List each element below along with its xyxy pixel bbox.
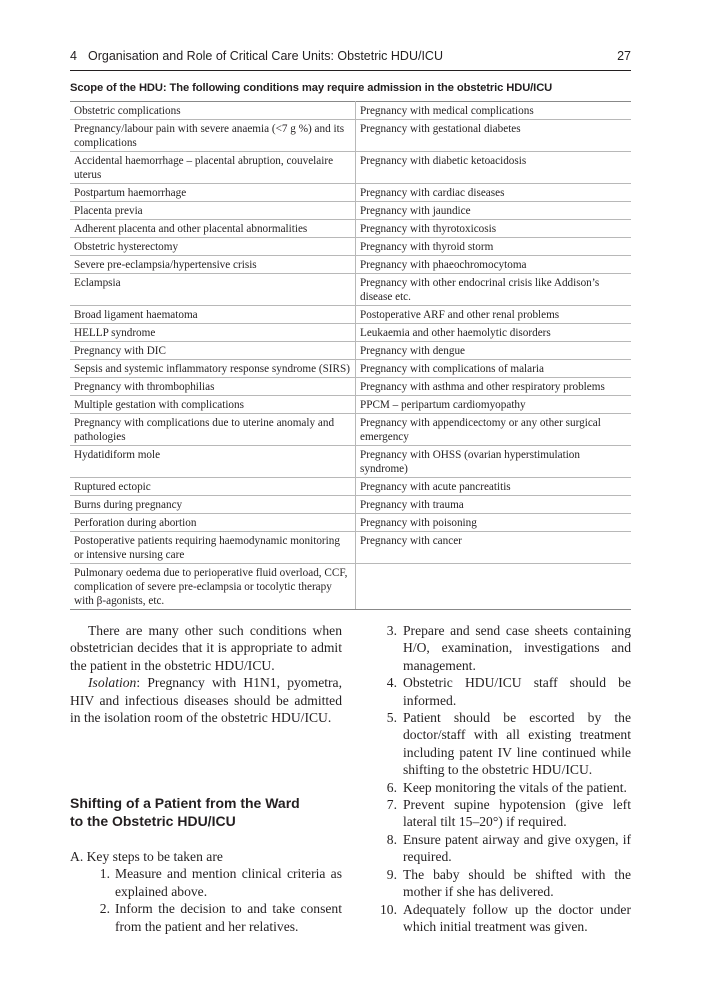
list-item <box>362 709 631 779</box>
table-row <box>70 414 631 446</box>
obstetric-complication-cell: HELLP syndrome <box>70 324 356 342</box>
obstetric-complication-cell: Perforation during abortion <box>70 514 356 532</box>
list-text: Inform the decision to and take consent from the patient and her relatives. <box>115 901 342 934</box>
table-row <box>70 152 631 184</box>
table-row <box>70 532 631 564</box>
obstetric-complication-cell: Obstetric hysterectomy <box>70 238 356 256</box>
table-row <box>70 446 631 478</box>
table-row <box>70 220 631 238</box>
medical-complication-cell: Postoperative ARF and other renal problems <box>356 306 632 324</box>
medical-complication-cell: Pregnancy with diabetic ketoacidosis <box>356 152 632 184</box>
medical-complication-cell: Pregnancy with other endocrinal crisis like Addison’s disease etc. <box>356 274 632 306</box>
table-row <box>70 324 631 342</box>
section-heading-line: Shifting of a Patient from the Ward <box>70 795 300 811</box>
key-steps-right <box>362 622 631 935</box>
list-item <box>362 779 631 796</box>
medical-complication-cell: Leukaemia and other haemolytic disorders <box>356 324 632 342</box>
list-number: 8. <box>386 831 397 847</box>
obstetric-complication-cell: Multiple gestation with complications <box>70 396 356 414</box>
list-text: Ensure patent airway and give oxygen, if required. <box>403 831 631 865</box>
list-text: Adequately follow up the doctor under which initial treatment was given. <box>403 901 631 934</box>
table-row <box>70 478 631 496</box>
list-item <box>70 900 342 935</box>
obstetric-complication-cell: Broad ligament haematoma <box>70 306 356 324</box>
list-number: 3. <box>386 623 397 638</box>
list-item <box>362 831 631 866</box>
list-text: Prevent supine hypotension (give left lateral tilt 15–20°) if required. <box>403 797 631 830</box>
isolation-text: : Pregnancy with H1N1, pyometra, HIV and infectious diseases should be admitted in the isolation room of the obstetric HDU/ICU. <box>70 675 342 726</box>
list-number: 1. <box>99 866 110 882</box>
medical-complication-cell: Pregnancy with appendicectomy or any other surgical emergency <box>356 414 632 446</box>
column-header: Pregnancy with medical complications <box>356 102 632 120</box>
table-row <box>70 256 631 274</box>
list-text: Keep monitoring the vitals of the patient. <box>403 779 627 795</box>
medical-complication-cell: Pregnancy with poisoning <box>356 514 632 532</box>
obstetric-complication-cell: Placenta previa <box>70 202 356 220</box>
table-row <box>70 274 631 306</box>
medical-complication-cell: Pregnancy with acute pancreatitis <box>356 478 632 496</box>
isolation-label: Isolation <box>88 675 137 691</box>
list-text: Patient should be escorted by the doctor/staff with all existing treatment including patent IV line continued while shifting to the obstetric HDU/ICU. <box>403 710 631 778</box>
list-text: Prepare and send case sheets containing H/O, examination, investigations and management. <box>403 623 631 673</box>
table-row <box>70 342 631 360</box>
medical-complication-cell: Pregnancy with OHSS (ovarian hyperstimulation syndrome) <box>356 446 632 478</box>
obstetric-complication-cell: Pregnancy with DIC <box>70 342 356 360</box>
obstetric-complication-cell: Severe pre-eclampsia/hypertensive crisis <box>70 256 356 274</box>
steps-lead: A. Key steps to be taken are <box>70 849 223 864</box>
section-heading-line: to the Obstetric HDU/ICU <box>70 813 236 829</box>
list-number: 5. <box>386 710 397 726</box>
medical-complication-cell: PPCM – peripartum cardiomyopathy <box>356 396 632 414</box>
list-number: 4. <box>386 675 397 691</box>
obstetric-complication-cell: Pregnancy with complications due to uterine anomaly and pathologies <box>70 414 356 446</box>
obstetric-complication-cell: Burns during pregnancy <box>70 496 356 514</box>
table-body <box>70 120 631 610</box>
medical-complication-cell: Pregnancy with jaundice <box>356 202 632 220</box>
table-row <box>70 564 631 610</box>
table-header-row <box>70 102 631 120</box>
list-item <box>70 865 342 900</box>
key-steps-left <box>70 848 342 935</box>
table-row <box>70 202 631 220</box>
obstetric-complication-cell: Hydatidiform mole <box>70 446 356 478</box>
medical-complication-cell: Pregnancy with phaeochromocytoma <box>356 256 632 274</box>
obstetric-complication-cell: Pulmonary oedema due to perioperative fluid overload, CCF, complication of severe pre-eclampsia or tocolytic therapy with β-agonists, etc. <box>70 564 356 610</box>
page-number: 27 <box>617 49 631 63</box>
list-number: 7. <box>386 797 397 813</box>
medical-complication-cell <box>356 564 632 610</box>
obstetric-complication-cell: Pregnancy with thrombophilias <box>70 378 356 396</box>
medical-complication-cell: Pregnancy with gestational diabetes <box>356 120 632 152</box>
table-row <box>70 184 631 202</box>
table-row <box>70 378 631 396</box>
table-row <box>70 514 631 532</box>
list-number: 2. <box>99 901 110 917</box>
obstetric-complication-cell: Postoperative patients requiring haemodynamic monitoring or intensive nursing care <box>70 532 356 564</box>
table-row <box>70 306 631 324</box>
list-number: 10. <box>380 901 397 917</box>
list-item <box>362 796 631 831</box>
obstetric-complication-cell: Sepsis and systemic inflammatory response syndrome (SIRS) <box>70 360 356 378</box>
table-caption: Scope of the HDU: The following conditions may require admission in the obstetric HDU/ICU <box>70 82 553 94</box>
table-row <box>70 360 631 378</box>
steps-list <box>70 865 342 935</box>
list-number: 9. <box>386 866 397 882</box>
medical-complication-cell: Pregnancy with trauma <box>356 496 632 514</box>
table-row <box>70 238 631 256</box>
chapter-title: Organisation and Role of Critical Care Units: Obstetric HDU/ICU <box>88 49 443 63</box>
list-item <box>362 622 631 674</box>
obstetric-complication-cell: Ruptured ectopic <box>70 478 356 496</box>
section-heading <box>70 794 360 830</box>
paragraph: There are many other such conditions when obstetrician decides that it is appropriate to admit the patient in the obstetric HDU/ICU. <box>70 623 342 673</box>
table-row <box>70 496 631 514</box>
obstetric-complication-cell: Pregnancy/labour pain with severe anaemia (<7 g %) and its complications <box>70 120 356 152</box>
list-text: Measure and mention clinical criteria as explained above. <box>115 866 342 899</box>
chapter-number: 4 <box>70 49 77 63</box>
left-column-text <box>70 622 342 726</box>
medical-complication-cell: Pregnancy with dengue <box>356 342 632 360</box>
running-header <box>70 49 631 71</box>
list-text: The baby should be shifted with the mother if she has delivered. <box>403 866 631 900</box>
medical-complication-cell: Pregnancy with complications of malaria <box>356 360 632 378</box>
column-header: Obstetric complications <box>70 102 356 120</box>
obstetric-complication-cell: Accidental haemorrhage – placental abruption, couvelaire uterus <box>70 152 356 184</box>
medical-complication-cell: Pregnancy with cancer <box>356 532 632 564</box>
steps-list <box>362 622 631 935</box>
list-item <box>362 674 631 709</box>
medical-complication-cell: Pregnancy with cardiac diseases <box>356 184 632 202</box>
obstetric-complication-cell: Eclampsia <box>70 274 356 306</box>
obstetric-complication-cell: Adherent placenta and other placental abnormalities <box>70 220 356 238</box>
medical-complication-cell: Pregnancy with thyroid storm <box>356 238 632 256</box>
list-text: Obstetric HDU/ICU staff should be informed. <box>403 675 631 708</box>
list-number: 6. <box>386 779 397 795</box>
obstetric-complication-cell: Postpartum haemorrhage <box>70 184 356 202</box>
table-row <box>70 396 631 414</box>
table-row <box>70 120 631 152</box>
isolation-paragraph <box>70 674 342 726</box>
scope-table <box>70 101 631 610</box>
medical-complication-cell: Pregnancy with asthma and other respiratory problems <box>356 378 632 396</box>
list-item <box>362 866 631 901</box>
medical-complication-cell: Pregnancy with thyrotoxicosis <box>356 220 632 238</box>
list-item <box>362 901 631 936</box>
